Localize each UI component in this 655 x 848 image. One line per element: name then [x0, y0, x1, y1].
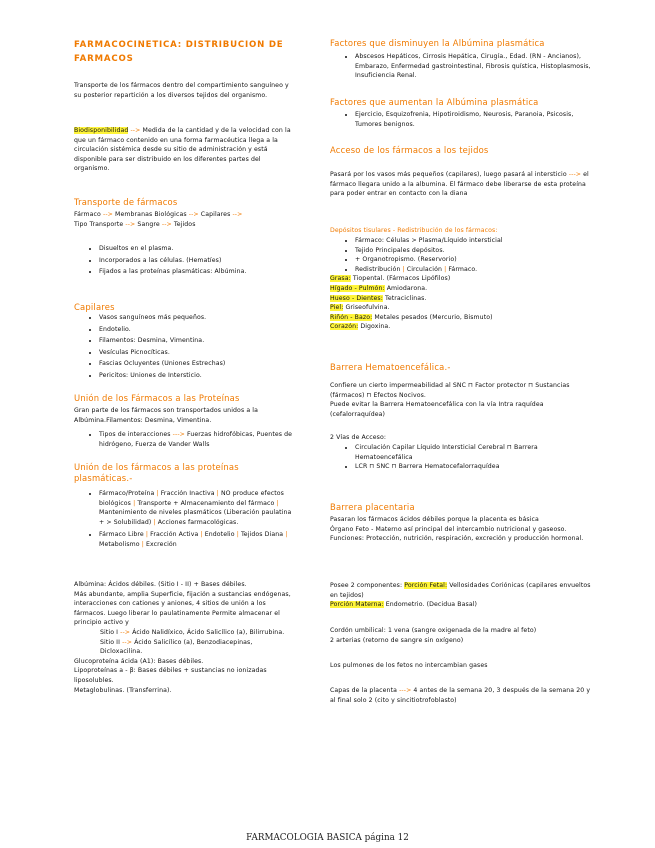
segment: Acciones farmacológicas.	[157, 518, 239, 526]
deposito-value: Griseofulvina.	[343, 304, 390, 312]
segment: Capas de la placenta	[330, 687, 397, 694]
arrow: -->	[186, 211, 201, 218]
capas-block	[330, 686, 596, 705]
deposito-row	[330, 313, 596, 323]
glucoproteina-line: Glucoproteína ácida (A1): Bases débiles.	[74, 657, 204, 665]
deposito-row	[330, 284, 596, 294]
list-item: • Endotelio.	[99, 325, 296, 335]
segment: Excreción	[145, 540, 177, 548]
aumentan-list	[330, 110, 596, 129]
separator: |	[154, 490, 161, 497]
segment: Fracción Activa	[150, 531, 199, 539]
transporte-heading: Transporte de fármacos	[74, 197, 178, 207]
deposito-row	[330, 322, 596, 332]
list-item	[99, 489, 296, 527]
deposito-key: Hueso - Dientes:	[330, 294, 383, 302]
union-proteinas-heading: Unión de los Fármacos a las Proteínas	[74, 393, 240, 403]
transporte-list	[74, 244, 296, 277]
segment: Posee 2 componentes:	[330, 582, 405, 589]
albumina-block	[74, 580, 296, 695]
segment: Fracción Inactiva	[160, 490, 215, 497]
flow-tipo: Tipo Transporte	[74, 220, 124, 228]
separator: |	[198, 531, 205, 539]
segment: NO produce efectos biológicos	[99, 490, 284, 507]
segment: Circulación	[406, 265, 443, 273]
arrow: --->	[397, 687, 414, 694]
union-proteinas-text: Gran parte de los fármacos son transportados unidos a la Albúmina.Filamentos: Desmina, Vimentina.	[74, 407, 258, 424]
depositos-heading: Depósitos tisulares - Redistribución de los fármacos:	[330, 227, 498, 234]
arrow: -->	[230, 211, 243, 218]
paragraph: Confiere un cierto impermeabilidad al SNC ⊓ Factor protector ⊓ Sustancias (fármacos) ⊓ Efectos Nocivos.	[330, 382, 570, 399]
separator: |	[234, 531, 241, 539]
capilares-heading: Capilares	[74, 302, 115, 312]
list-item	[99, 530, 296, 549]
arrow: --->	[566, 171, 584, 178]
barrera-placentaria-text	[330, 515, 596, 544]
deposito-value: Tetraciclinas.	[382, 294, 427, 302]
flow-sangre: Sangre	[137, 220, 160, 228]
separator: |	[131, 499, 138, 507]
paragraph: Funciones: Protección, nutrición, respiración, excreción y producción hormonal.	[330, 535, 584, 543]
arrow: -->	[100, 211, 116, 218]
segment: Fármaco/Proteína	[99, 490, 155, 497]
list-item	[355, 265, 596, 275]
page-title: FARMACOCINETICA: DISTRIBUCION DE FARMACOS	[74, 40, 284, 64]
sitio-label: Sitio II	[100, 638, 120, 646]
deposito-row	[330, 303, 596, 313]
deposito-key: Grasa:	[330, 275, 351, 283]
barrera-hematoencefalica-text	[330, 381, 596, 472]
list-item: • Ejercicio, Esquizofrenia, Hipotiroidismo, Neurosis, Paranoia, Psicosis, Tumores benignos.	[355, 110, 596, 129]
capilares-list	[74, 313, 296, 381]
segment: Pasará por los vasos más pequeños (capilares), luego pasará al intersticio	[330, 171, 567, 178]
segment: Vellosidades Coriónicas (capilares envueltos en tejidos)	[330, 582, 591, 599]
albumina-description: Más abundante, amplia Superficie, fijación a sustancias endógenas, interacciones con cationes y aniones, 4 sitios de unión a los fármacos. Luego liberar lo paulatinamente Permite almacenar el principio activo y	[74, 590, 291, 627]
arrow: -->	[128, 127, 143, 134]
separator: |	[151, 518, 158, 526]
arrow: -->	[118, 628, 133, 636]
list-item: • + Organotropismo. (Reservorio)	[355, 255, 596, 265]
biodisponibilidad-paragraph	[74, 126, 296, 174]
segment: Metabolismo	[99, 540, 140, 548]
list-item	[99, 430, 296, 449]
sitio-2	[74, 638, 296, 657]
biodisponibilidad-text: Medida de la cantidad y de la velocidad con la que un fármaco contenido en una forma farmacéutica llega a la circulación sistémica desde su sitio de administración y está disponible para ser distribuido en los diferentes partes del organismo.	[74, 127, 291, 173]
porcion-materna-label: Porción Materna:	[330, 601, 384, 609]
flow-membranas: Membranas Biológicas	[115, 211, 187, 218]
deposito-key: Piel:	[330, 304, 344, 312]
sitio-text: Ácido Nalidíxico, Ácido Salicílico (a), Bilirrubina.	[132, 628, 285, 636]
deposito-key: Riñón - Bazo:	[330, 313, 373, 321]
separator: |	[400, 265, 407, 273]
flow-capilares: Capilares	[200, 211, 231, 218]
paragraph: 2 Vías de Acceso:	[330, 434, 387, 442]
deposito-key: Hígado - Pulmón:	[330, 284, 385, 292]
separator: |	[214, 490, 221, 497]
segment: Fármaco Libre	[99, 531, 144, 539]
tipos-text: Fuerzas hidrofóbicas, Puentes de hidrógeno, Fuerza de Vander Walls	[99, 431, 293, 448]
depositos-list	[330, 236, 596, 332]
cordon-block	[330, 626, 596, 645]
separator: |	[139, 540, 146, 548]
deposito-value: Tiopental. (Fármacos Lipófilos)	[350, 275, 451, 283]
separator: |	[442, 265, 449, 273]
list-item: • Fijados a las proteínas plasmáticas: Albúmina.	[99, 267, 296, 277]
deposito-key: Corazón:	[330, 323, 359, 331]
segment: Endometrio. (Decidua Basal)	[383, 601, 478, 609]
list-item: • Fascias Ocluyentes (Uniones Estrechas)	[99, 359, 296, 369]
disminuyen-heading: Factores que disminuyen la Albúmina plasmática	[330, 38, 545, 48]
paragraph: Puede evitar la Barrera Hematoencefálica con la vía Intra raquídea (cefalorraquídea)	[330, 401, 544, 418]
componentes-block	[330, 581, 596, 610]
albumina-line: Albúmina: Ácidos débiles. (Sitio I - II) + Bases débiles.	[74, 581, 247, 588]
lipoproteinas-line: Lipoproteínas a - β: Bases débiles + sustancias no ionizadas liposolubles.	[74, 667, 267, 684]
acceso-text	[330, 170, 596, 199]
list-item: • Tejido Principales depósitos.	[355, 246, 596, 256]
metaglobulinas-line: Metaglobulinas. (Transferrina).	[74, 686, 172, 694]
flow-farmaco: Fármaco	[74, 211, 101, 218]
intro-paragraph: Transporte de los fármacos dentro del compartimiento sanguíneo y su posterior repartición a los diversos tejidos del organismo.	[74, 82, 289, 99]
segment: Redistribución	[355, 265, 401, 273]
paragraph: Órgano Feto - Materno así principal del intercambio nutricional y gaseoso.	[330, 525, 567, 533]
pulmones-line: Los pulmones de los fetos no intercambian gases	[330, 662, 488, 669]
porcion-materna-line	[330, 600, 596, 610]
aumentan-heading: Factores que aumentan la Albúmina plasmática	[330, 97, 539, 107]
sitio-1	[74, 628, 296, 638]
deposito-row	[330, 294, 596, 304]
arrow: -->	[120, 638, 135, 646]
biodisponibilidad-term: Biodisponibilidad	[74, 127, 129, 134]
list-item: • Vasos sanguíneos más pequeños.	[99, 313, 296, 323]
segment: el fármaco llegara unido a la albumina. El fármaco debe liberarse de esta proteína para poder entrar en contacto con la diana	[330, 171, 589, 198]
tipos-label: Tipos de interacciones	[99, 431, 171, 438]
separator: |	[274, 499, 279, 507]
deposito-row	[330, 274, 596, 284]
separator: |	[143, 531, 151, 539]
acceso-heading: Acceso de los fármacos a los tejidos	[330, 145, 489, 155]
disminuyen-list	[330, 52, 596, 81]
paragraph: 2 arterias (retorno de sangre sin oxígeno)	[330, 636, 464, 644]
list-item: • Filamentos: Desmina, Vimentina.	[99, 336, 296, 346]
arrow: -->	[123, 220, 138, 228]
sitio-label: Sitio I	[100, 628, 119, 636]
page-footer: FARMACOLOGIA BASICA página 12	[246, 833, 409, 843]
paragraph: Pasaran los fármacos ácidos débiles porque la placenta es básica	[330, 516, 539, 523]
barrera-placentaria-heading: Barrera placentaria	[330, 502, 415, 512]
union-plasmaticas-heading: Unión de los fármacos a las proteínas plasmáticas.-	[74, 462, 239, 483]
separator: |	[283, 531, 288, 539]
segment: Transporte + Almacenamiento del fármaco	[137, 499, 275, 507]
list-item: • Vesículas Picnocíticas.	[99, 348, 296, 358]
list-item: • Abscesos Hepáticos, Cirrosis Hepática, Cirugía., Edad. (RN - Ancianos), Embarazo, Enfermedad gastrointestinal, Fibrosis quística, Histoplasmosis, Insuficiencia Renal.	[355, 52, 596, 81]
segment: Endotelio	[204, 531, 235, 539]
deposito-value: Digoxina.	[358, 323, 391, 331]
segment: Fármaco.	[448, 265, 478, 273]
porcion-fetal-label: Porción Fetal:	[404, 582, 448, 589]
list-item: • Pericitos: Uniones de Intersticio.	[99, 371, 296, 381]
barrera-hematoencefalica-heading: Barrera Hematoencefálica.-	[330, 362, 451, 372]
flow-tejidos: Tejidos	[173, 220, 196, 228]
paragraph: Cordón umbilical: 1 vena (sangre oxigenada de la madre al feto)	[330, 627, 537, 634]
list-item: • LCR ⊓ SNC ⊓ Barrera Hematocefalorraquídea	[355, 462, 596, 472]
arrow: --->	[170, 431, 188, 438]
segment: Tejidos Diana	[240, 531, 284, 539]
transporte-flow	[74, 210, 296, 229]
list-item: • Disueltos en el plasma.	[99, 244, 296, 254]
union-proteinas-list	[74, 430, 296, 449]
union-plasmaticas-list	[74, 489, 296, 550]
segment: 4 antes de la semana 20, 3 después de la semana 20 y al final solo 2 (cito y sincitiotrofoblasto)	[330, 687, 591, 704]
list-item: • Circulación Capilar Líquido Intersticial Cerebral ⊓ Barrera Hematoencefálica	[355, 443, 596, 462]
sitio-text: Ácido Salicílico (a), Benzodiacepinas, Dicloxacilina.	[100, 638, 253, 656]
segment: Mantenimiento de niveles plasmáticos (Liberación paulatina + > Solubilidad)	[99, 509, 292, 526]
deposito-value: Metales pesados (Mercurio, Bismuto)	[372, 313, 493, 321]
deposito-value: Amiodarona.	[384, 284, 428, 292]
list-item: • Incorporados a las células. (Hematíes)	[99, 256, 296, 266]
arrow: -->	[159, 220, 174, 228]
list-item: • Fármaco: Células > Plasma/Líquido intersticial	[355, 236, 596, 246]
componentes-line	[330, 581, 596, 600]
